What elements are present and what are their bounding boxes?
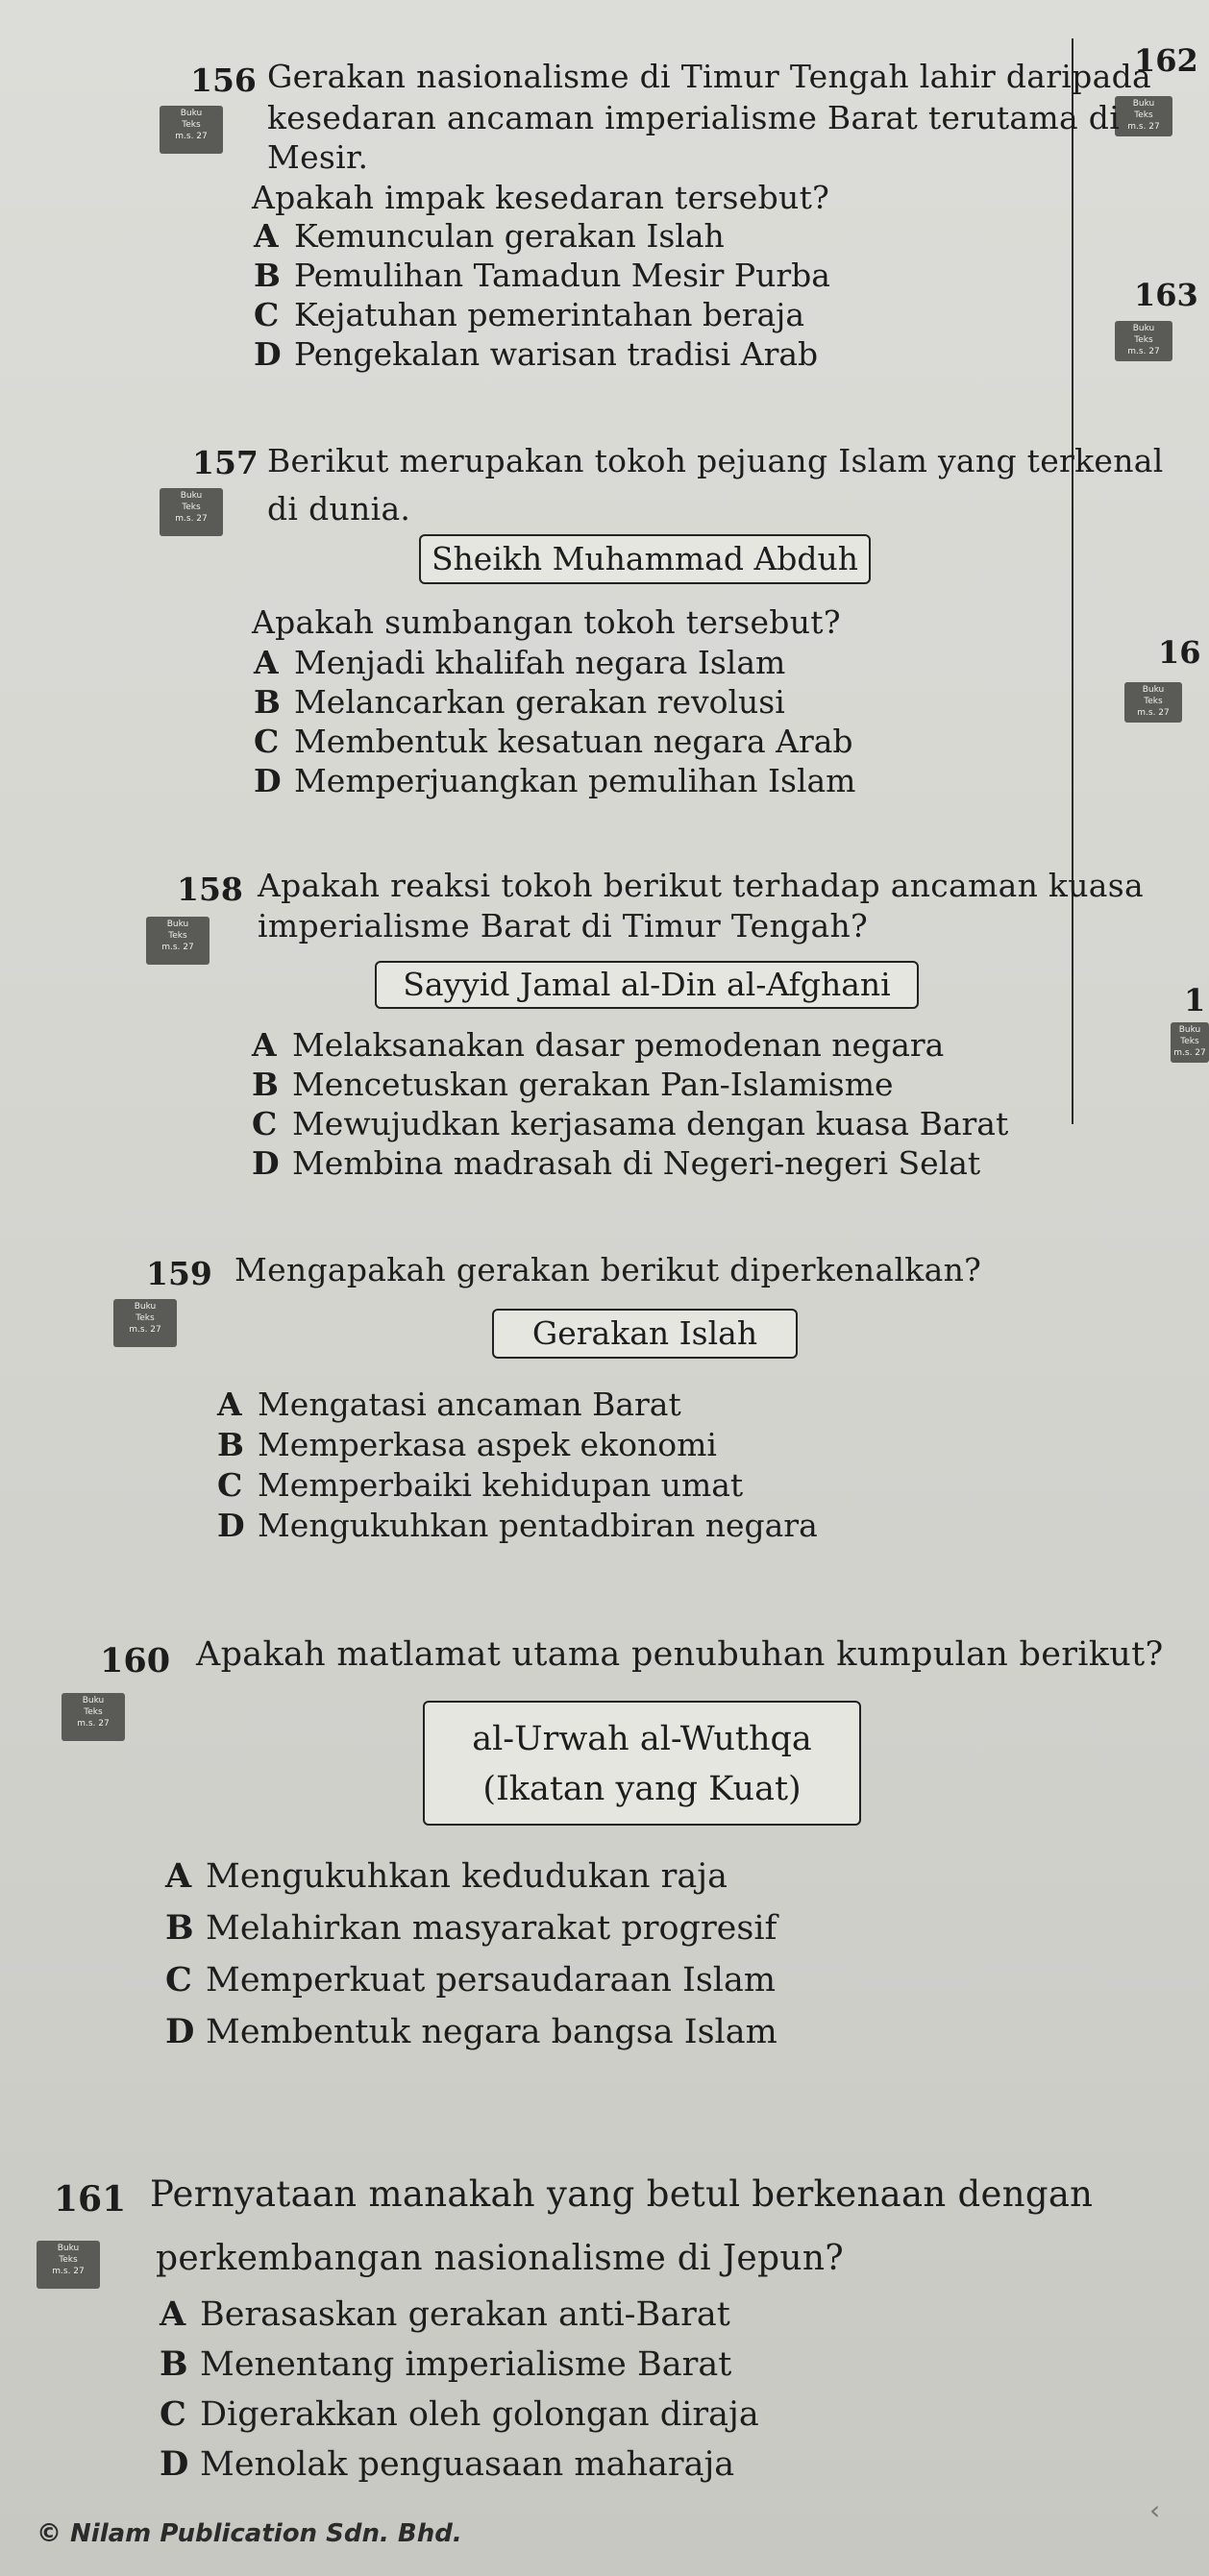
- info-box: Gerakan Islah: [492, 1309, 798, 1359]
- answer-option[interactable]: C Memperkuat persaudaraan Islam: [165, 1960, 777, 1999]
- textbook-badge: Buku Teks m.s. 27: [160, 106, 223, 154]
- answer-option[interactable]: C Kejatuhan pemerintahan beraja: [254, 296, 805, 333]
- side-question-number: 16: [1158, 634, 1201, 671]
- answer-option[interactable]: C Membentuk kesatuan negara Arab: [254, 723, 853, 760]
- answer-option[interactable]: C Mewujudkan kerjasama dengan kuasa Barat: [252, 1105, 1009, 1142]
- column-divider: [1072, 38, 1073, 1124]
- textbook-badge: Buku Teks m.s. 27: [1115, 321, 1172, 361]
- question-stem: di dunia.: [267, 490, 411, 527]
- answer-option[interactable]: A Mengatasi ancaman Barat: [217, 1386, 681, 1423]
- question-stem: Apakah reaksi tokoh berikut terhadap ancaman kuasa: [258, 867, 1144, 904]
- answer-option[interactable]: B Melahirkan masyarakat progresif: [165, 1908, 777, 1948]
- answer-option[interactable]: A Menjadi khalifah negara Islam: [254, 644, 786, 681]
- textbook-badge: Buku Teks m.s. 27: [1115, 96, 1172, 136]
- textbook-badge: Buku Teks m.s. 27: [160, 488, 223, 536]
- info-box: Sayyid Jamal al-Din al-Afghani: [375, 961, 919, 1009]
- answer-option[interactable]: C Memperbaiki kehidupan umat: [217, 1466, 744, 1504]
- question-number: 157: [192, 444, 259, 481]
- textbook-badge: Buku Teks m.s. 27: [37, 2241, 100, 2289]
- question-number: 161: [54, 2179, 127, 2220]
- answer-option[interactable]: D Membina madrasah di Negeri-negeri Selat: [252, 1144, 981, 1182]
- info-box: al-Urwah al-Wuthqa (Ikatan yang Kuat): [423, 1701, 861, 1826]
- answer-option[interactable]: B Pemulihan Tamadun Mesir Purba: [254, 257, 830, 294]
- info-box: Sheikh Muhammad Abduh: [419, 534, 871, 584]
- question-stem: imperialisme Barat di Timur Tengah?: [258, 907, 869, 945]
- question-number: 156: [190, 61, 257, 99]
- answer-option[interactable]: D Menolak penguasaan maharaja: [160, 2444, 735, 2484]
- question-stem: Berikut merupakan tokoh pejuang Islam yang terkenal: [267, 442, 1164, 479]
- side-question-number: 163: [1134, 277, 1198, 313]
- textbook-badge: Buku Teks m.s. 27: [1124, 682, 1182, 723]
- question-stem: perkembangan nasionalisme di Jepun?: [156, 2239, 844, 2278]
- answer-option[interactable]: B Melancarkan gerakan revolusi: [254, 683, 785, 721]
- chevron-left-icon: ‹: [1149, 2494, 1161, 2526]
- question-number: 159: [146, 1255, 212, 1292]
- question-stem: Pernyataan manakah yang betul berkenaan dengan: [150, 2173, 1094, 2215]
- answer-option[interactable]: D Membentuk negara bangsa Islam: [165, 2012, 777, 2051]
- question-prompt: Apakah impak kesedaran tersebut?: [252, 179, 830, 216]
- publisher-footer: © Nilam Publication Sdn. Bhd.: [37, 2519, 462, 2548]
- answer-option[interactable]: A Mengukuhkan kedudukan raja: [165, 1856, 728, 1896]
- textbook-badge: Buku Teks m.s. 27: [62, 1693, 125, 1741]
- textbook-badge: Buku Teks m.s. 27: [1171, 1022, 1209, 1063]
- question-stem: Mesir.: [267, 138, 369, 176]
- question-number: 160: [100, 1641, 171, 1681]
- question-stem: Gerakan nasionalisme di Timur Tengah lahir daripada: [267, 58, 1151, 95]
- question-number: 158: [177, 871, 243, 908]
- question-stem: Apakah matlamat utama penubuhan kumpulan berikut?: [196, 1635, 1164, 1674]
- answer-option[interactable]: A Kemunculan gerakan Islah: [254, 217, 725, 255]
- question-stem: kesedaran ancaman imperialisme Barat terutama di: [267, 99, 1121, 136]
- question-prompt: Apakah sumbangan tokoh tersebut?: [252, 603, 841, 641]
- answer-option[interactable]: B Mencetuskan gerakan Pan-Islamisme: [252, 1066, 894, 1103]
- answer-option[interactable]: D Memperjuangkan pemulihan Islam: [254, 762, 856, 799]
- side-question-number: 162: [1134, 42, 1198, 79]
- textbook-badge: Buku Teks m.s. 27: [113, 1299, 177, 1347]
- answer-option[interactable]: A Melaksanakan dasar pemodenan negara: [252, 1026, 945, 1064]
- answer-option[interactable]: A Berasaskan gerakan anti-Barat: [160, 2294, 730, 2334]
- question-stem: Mengapakah gerakan berikut diperkenalkan?: [234, 1251, 982, 1288]
- answer-option[interactable]: B Memperkasa aspek ekonomi: [217, 1426, 717, 1463]
- answer-option[interactable]: B Menentang imperialisme Barat: [160, 2344, 732, 2384]
- textbook-badge: Buku Teks m.s. 27: [146, 917, 210, 965]
- answer-option[interactable]: D Mengukuhkan pentadbiran negara: [217, 1507, 818, 1544]
- answer-option[interactable]: C Digerakkan oleh golongan diraja: [160, 2394, 759, 2434]
- side-question-number: 1: [1184, 982, 1206, 1018]
- answer-option[interactable]: D Pengekalan warisan tradisi Arab: [254, 335, 819, 373]
